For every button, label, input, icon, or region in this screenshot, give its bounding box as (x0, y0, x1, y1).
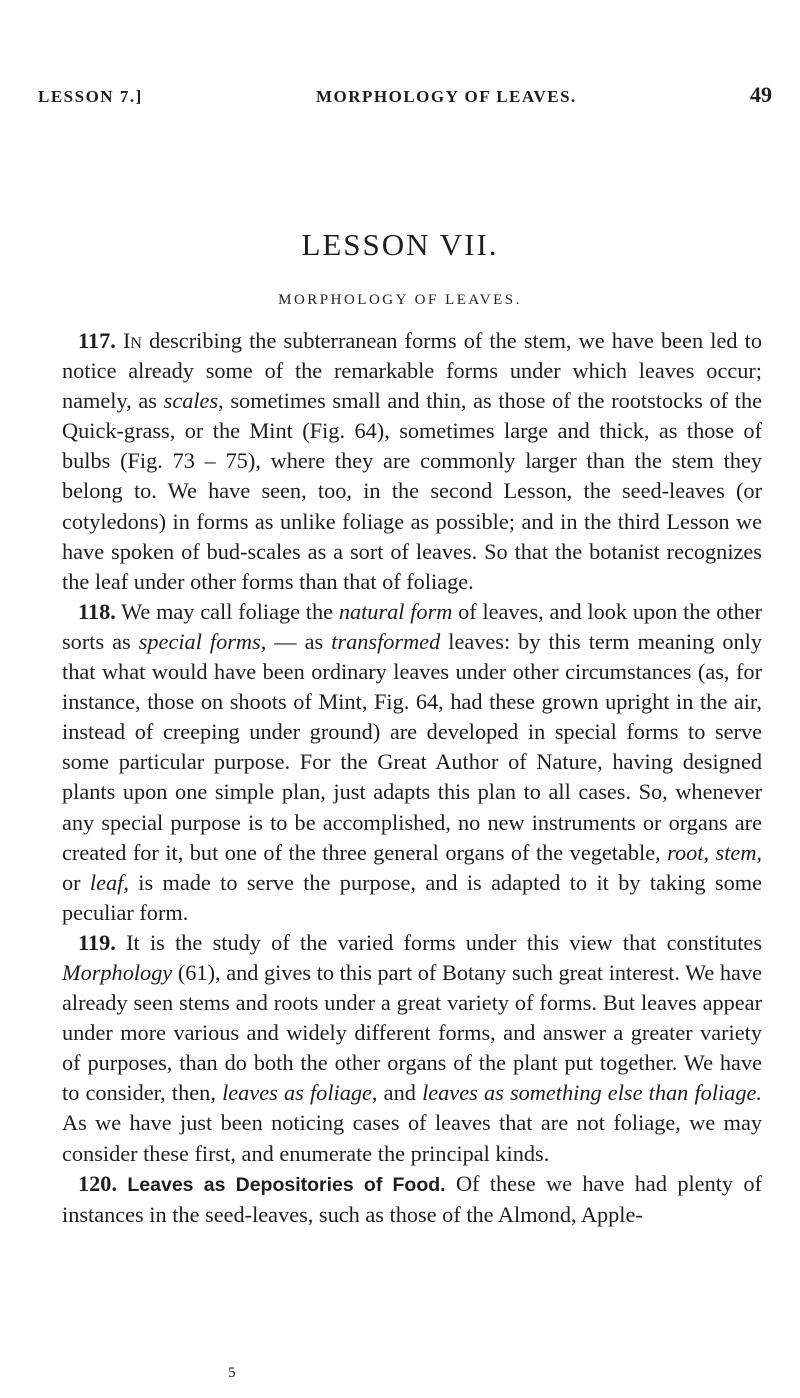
paragraph-number: 118. (78, 598, 116, 624)
signature-mark: 5 (228, 1365, 236, 1381)
paragraph-120: 120. Leaves as Depositories of Food. Of these we have had plenty of instances in the seed-leaves, such as those of the Almond, Apple- (62, 1170, 762, 1227)
running-head (38, 82, 772, 108)
paragraph-118: 118. We may call foliage the natural form of leaves, and look upon the other sorts as special forms, — as transformed leaves: by this term meaning only that what would have been ordinary leaves under other circumstances (as, for instance, those on shoots of Mint, Fig. 64, had these grown upright in the air, instead of creeping under ground) are developed in special forms to serve some particular purpose. For the Great Author of Nature, having designed plants upon one simple plan, just adapts this plan to all cases. So, whenever any special purpose is to be accomplished, no new instruments or organs are created for it, but one of the three general organs of the vegetable, root, stem, or leaf, is made to serve the purpose, and is adapted to it by taking some peculiar form. (62, 598, 763, 925)
emphasis: leaf, (89, 869, 129, 895)
paragraph-number: 120. (78, 1170, 118, 1196)
emphasis: leaves as foliage (222, 1080, 372, 1106)
emphasis: scales (163, 388, 219, 414)
emphasis: special forms (138, 628, 261, 654)
page-number: 49 (750, 82, 772, 107)
emphasis: leaves as something else than foliage. (422, 1080, 762, 1106)
lesson-subtitle: MORPHOLOGY OF LEAVES. (278, 292, 522, 308)
running-head-title: MORPHOLOGY OF LEAVES. (315, 87, 577, 106)
running-head-lesson: LESSON 7.] (38, 87, 143, 106)
emphasis: Morphology (62, 959, 173, 985)
lesson-title: LESSON VII. (301, 227, 499, 262)
emphasis: transformed (331, 628, 441, 654)
paragraph-119: 119. It is the study of the varied forms under this view that constitutes Morphology (61), and gives to this part of Botany such great interest. We have already seen stems and roots under a great variety of forms. But leaves appear under more various and widely different forms, and answer a greater variety of purposes, than do both the other organs of the plant put together. We have to consider, then, leaves as foliage, and leaves as something else than foliage. As we have just been noticing cases of leaves that are not foliage, we may consider these first, and enumerate the principal kinds. (62, 929, 762, 1166)
section-heading: Leaves as Depositories of Food. (127, 1173, 446, 1196)
emphasis: natural form (338, 598, 453, 624)
paragraph-number: 117. (78, 328, 116, 353)
paragraph-117: 117. In describing the subterranean forms of the stem, we have been led to notice already some of the remarkable forms under which leaves occur; namely, as scales, sometimes small and thin, as those of the rootstocks of the Quick-grass, or the Mint (Fig. 64), sometimes large and thick, as those of bulbs (Fig. 73 – 75), where they are commonly larger than the stem they belong to. We have seen, too, in the second Lesson, the seed-leaves (or cotyledons) in forms as unlike foliage as possible; and in the third Lesson we have spoken of bud-scales as a sort of leaves. So that the botanist recognizes the leaf under other forms than that of foliage. (62, 328, 762, 594)
paragraph-number: 119. (78, 929, 116, 955)
emphasis: root, stem, (667, 839, 763, 865)
body-text (62, 326, 762, 1230)
lead-initial: In (122, 328, 142, 353)
